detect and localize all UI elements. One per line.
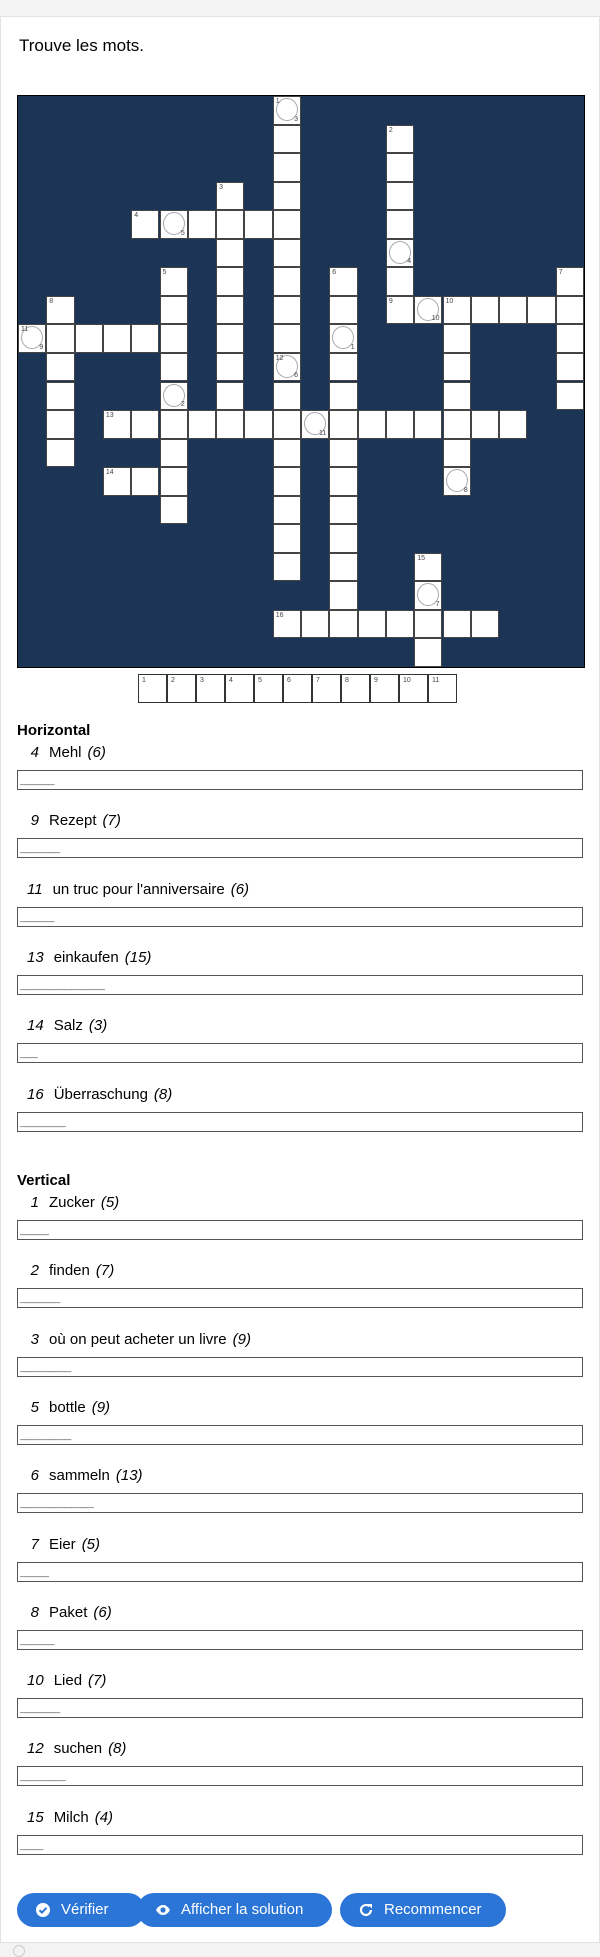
instructions: Trouve les mots. [19,36,145,55]
grid-cell[interactable] [386,210,414,239]
clue-vertical-15 [27,1809,113,1826]
grid-cell[interactable] [131,410,159,439]
clue-number: 1 [30,1194,39,1211]
verify-label: Vérifier [61,1901,109,1918]
grid-cell[interactable] [160,410,188,439]
grid-cell[interactable] [273,153,301,182]
solution-box[interactable] [283,674,312,703]
answer-input[interactable]: ______ [17,1630,583,1650]
answer-input[interactable]: _____ [17,1220,583,1240]
solution-box[interactable] [254,674,283,703]
clue-number: 14 [27,1017,44,1035]
grid-cell[interactable] [46,296,74,325]
answer-input[interactable]: ___ [17,1043,583,1063]
grid-cell[interactable] [386,296,414,325]
grid-cell[interactable] [556,382,584,411]
clue-number: 8 [30,1603,39,1621]
grid-cell[interactable] [273,239,301,268]
grid-cell[interactable] [386,410,414,439]
clue-text: Milch [53,1808,89,1826]
grid-cell[interactable] [443,610,471,639]
clue-vertical-5 [27,1399,110,1416]
grid-cell[interactable] [103,324,131,353]
grid-cell[interactable] [443,353,471,382]
clue-number: 5 [162,269,167,277]
restart-button[interactable] [340,1893,506,1927]
solution-box[interactable] [399,674,428,703]
footer-indicator [13,1945,25,1957]
clue-number: 6 [30,1467,39,1485]
clue-length: (4) [94,1808,114,1826]
solution-box[interactable] [138,674,167,703]
clue-text: Rezept [49,812,97,830]
solution-index: 1 [350,343,355,351]
grid-cell[interactable] [329,581,357,610]
solution-index: 2 [180,401,185,409]
answer-input[interactable]: ________ [17,1766,583,1786]
answer-input[interactable]: _______ [17,838,583,858]
clue-text: Salz [53,1017,83,1035]
grid-cell[interactable] [329,353,357,382]
solution-index: 3 [294,115,298,123]
grid-cell[interactable] [443,382,471,411]
grid-cell[interactable] [443,324,471,353]
clue-number: 7 [558,269,563,277]
show-solution-label: Afficher la solution [181,1901,304,1918]
clue-number: 16 [275,611,284,619]
clue-length: (7) [88,1672,107,1690]
grid-cell[interactable] [329,382,357,411]
clue-length: (8) [108,1740,127,1758]
grid-cell[interactable] [556,324,584,353]
clue-text: sammeln [49,1467,110,1485]
grid-cell[interactable] [273,210,301,239]
clue-number: 14 [105,469,114,477]
solution-box-number: 9 [374,677,378,684]
grid-cell[interactable] [160,439,188,468]
solution-box[interactable] [370,674,399,703]
grid-cell[interactable] [75,324,103,353]
grid-cell[interactable] [131,467,159,496]
solution-box-number: 5 [258,677,262,684]
grid-cell[interactable] [273,125,301,154]
solution-index: 5 [180,229,185,237]
refresh-icon [358,1902,374,1918]
grid-cell[interactable] [103,410,131,439]
answer-input[interactable]: _________ [17,1357,583,1377]
grid-cell[interactable] [329,439,357,468]
grid-cell[interactable] [443,439,471,468]
clue-length: (6) [93,1603,112,1621]
clue-number: 12 [27,1740,44,1758]
clue-number: 15 [417,554,425,562]
grid-cell[interactable] [131,324,159,353]
clue-length: (7) [102,812,121,830]
grid-cell[interactable] [329,410,357,439]
solution-index: 9 [39,343,44,351]
grid-cell[interactable] [244,410,272,439]
clue-number: 16 [27,1085,44,1103]
grid-cell[interactable] [414,581,442,610]
verify-button[interactable] [17,1893,145,1927]
clue-number: 2 [388,126,393,134]
grid-cell[interactable] [386,267,414,296]
grid-cell[interactable] [103,467,131,496]
grid-cell[interactable] [46,324,74,353]
grid-cell[interactable] [471,610,499,639]
clue-text: Überraschung [53,1085,148,1103]
grid-cell[interactable] [386,125,414,154]
clue-length: (6) [87,744,106,761]
clue-number: 3 [219,183,223,191]
grid-cell[interactable] [160,467,188,496]
clue-length: (5) [100,1194,120,1211]
grid-cell[interactable] [273,439,301,468]
clue-number: 15 [27,1808,44,1826]
clue-number: 7 [30,1535,39,1553]
grid-cell[interactable] [386,239,414,268]
solution-index: 11 [319,429,327,437]
clue-length: (8) [153,1085,173,1103]
grid-cell[interactable] [329,553,357,582]
grid-cell[interactable] [443,296,471,325]
solution-index: 10 [431,315,440,323]
clue-text: einkaufen [53,948,119,966]
clue-text: Zucker [49,1194,95,1211]
clue-length: (15) [124,948,152,966]
show-solution-button[interactable] [137,1893,332,1927]
clue-length: (3) [88,1017,108,1035]
grid-cell[interactable] [414,410,442,439]
clue-number: 2 [30,1262,39,1280]
grid-cell[interactable] [386,153,414,182]
clue-horizontal-9 [27,812,121,829]
clue-text: Paket [49,1603,88,1621]
solution-box-number: 4 [229,677,233,684]
clue-vertical-8 [27,1604,112,1621]
clue-text: un truc pour l'anniversaire [52,880,225,898]
grid-cell[interactable] [329,496,357,525]
grid-cell[interactable] [499,410,527,439]
grid-cell[interactable] [273,96,301,125]
answer-input[interactable]: _____ [17,1562,583,1582]
clue-horizontal-14 [27,1017,107,1034]
clue-vertical-7 [27,1536,100,1553]
grid-cell[interactable] [556,267,584,296]
clue-number: 9 [30,812,39,830]
grid-cell[interactable] [386,182,414,211]
clue-length: (5) [81,1535,101,1553]
clue-number: 10 [27,1672,44,1690]
grid-cell[interactable] [273,524,301,553]
solution-box-number: 8 [345,677,349,684]
solution-box-number: 7 [316,677,320,684]
solution-box[interactable] [167,674,196,703]
grid-cell[interactable] [160,324,188,353]
grid-cell[interactable] [414,638,442,667]
answer-input[interactable]: _______ [17,1288,583,1308]
solution-box[interactable] [341,674,370,703]
grid-cell[interactable] [216,267,244,296]
clue-number: 11 [27,880,43,898]
grid-cell[interactable] [556,296,584,325]
clue-text: où on peut acheter un livre [49,1330,227,1348]
grid-cell[interactable] [329,324,357,353]
clue-number: 13 [105,412,114,420]
clue-horizontal-4 [27,744,106,761]
clue-number: 1 [275,98,280,105]
grid-cell[interactable] [18,324,46,353]
clue-vertical-12 [27,1740,126,1757]
solution-index: 6 [294,372,298,380]
clue-text: Lied [53,1672,83,1690]
solution-index: 4 [407,258,412,266]
grid-cell[interactable] [329,610,357,639]
grid-cell[interactable] [273,296,301,325]
grid-cell[interactable] [273,496,301,525]
solution-box[interactable] [312,674,341,703]
clue-number: 11 [21,326,29,334]
grid-cell[interactable] [46,410,74,439]
clue-horizontal-13 [27,949,151,966]
clue-text: finden [49,1262,90,1280]
clue-text: Eier [49,1535,76,1553]
solution-index: 8 [463,486,468,494]
grid-cell[interactable] [46,439,74,468]
grid-cell[interactable] [46,353,74,382]
restart-label: Recommencer [384,1901,482,1918]
grid-cell[interactable] [244,210,272,239]
clue-length: (13) [115,1467,143,1485]
solution-index: 7 [435,600,440,608]
answer-input[interactable]: _________ [17,1425,583,1445]
solution-box-number: 10 [403,677,411,684]
clue-number: 8 [49,297,54,305]
grid-cell[interactable] [329,524,357,553]
solution-box[interactable] [196,674,225,703]
grid-cell[interactable] [46,382,74,411]
solution-box-number: 2 [171,677,175,684]
grid-cell[interactable] [329,267,357,296]
grid-cell[interactable] [556,353,584,382]
grid-cell[interactable] [160,496,188,525]
check-circle-icon [35,1902,51,1918]
grid-cell[interactable] [471,410,499,439]
grid-cell[interactable] [273,410,301,439]
solution-box-number: 3 [200,677,204,684]
clue-text: suchen [53,1740,103,1758]
clue-vertical-6 [27,1467,143,1484]
grid-cell[interactable] [273,553,301,582]
answer-input[interactable]: _______ [17,1698,583,1718]
clue-horizontal-11 [27,881,249,898]
grid-cell[interactable] [358,610,386,639]
grid-cell[interactable] [273,267,301,296]
clue-number: 13 [27,948,44,966]
grid-cell[interactable] [301,610,329,639]
clue-length: (9) [91,1398,111,1416]
clue-vertical-10 [27,1672,106,1689]
grid-cell[interactable] [160,267,188,296]
grid-cell[interactable] [386,610,414,639]
grid-cell[interactable] [160,210,188,239]
grid-cell[interactable] [160,382,188,411]
grid-cell[interactable] [443,467,471,496]
grid-cell[interactable] [414,553,442,582]
solution-box[interactable] [225,674,254,703]
grid-cell[interactable] [273,182,301,211]
answer-input[interactable]: _______________ [17,975,583,995]
grid-cell[interactable] [471,296,499,325]
grid-cell[interactable] [301,410,329,439]
section-heading-vertical: Vertical [17,1172,71,1189]
grid-cell[interactable] [216,296,244,325]
grid-cell[interactable] [273,467,301,496]
clue-horizontal-16 [27,1086,172,1103]
clue-number: 4 [30,744,39,761]
grid-cell[interactable] [329,296,357,325]
grid-cell[interactable] [188,410,216,439]
grid-cell[interactable] [414,610,442,639]
clue-vertical-2 [27,1262,114,1279]
grid-cell[interactable] [443,410,471,439]
solution-box[interactable] [428,674,457,703]
grid-cell[interactable] [329,467,357,496]
grid-cell[interactable] [527,296,555,325]
clue-number: 3 [30,1330,39,1348]
clue-number: 5 [30,1398,39,1416]
grid-cell[interactable] [273,610,301,639]
grid-cell[interactable] [216,353,244,382]
grid-cell[interactable] [273,324,301,353]
grid-cell[interactable] [499,296,527,325]
grid-cell[interactable] [131,210,159,239]
grid-cell[interactable] [160,353,188,382]
grid-cell[interactable] [160,296,188,325]
answer-input[interactable]: ______ [17,770,583,790]
clue-number: 6 [332,269,337,277]
grid-cell[interactable] [216,182,244,211]
clue-number: 10 [445,297,454,305]
clue-number: 12 [275,354,284,362]
grid-cell[interactable] [188,210,216,239]
crossword-grid [17,95,585,668]
solution-box-number: 1 [142,677,146,684]
answer-input[interactable]: ______ [17,907,583,927]
grid-cell[interactable] [216,210,244,239]
grid-cell[interactable] [273,382,301,411]
eye-icon [155,1902,171,1918]
clue-text: bottle [49,1398,86,1416]
solution-box-number: 11 [432,677,440,684]
clue-number: 4 [134,212,139,220]
clue-vertical-3 [27,1331,251,1348]
solution-box-number: 6 [287,677,291,684]
clue-vertical-1 [27,1194,119,1211]
clue-number: 9 [388,297,393,305]
clue-text: Mehl [49,744,82,761]
answer-input[interactable]: ________ [17,1112,583,1132]
clue-length: (9) [232,1330,251,1348]
grid-cell[interactable] [216,410,244,439]
section-heading-horizontal: Horizontal [17,722,91,739]
answer-input[interactable]: _____________ [17,1493,583,1513]
grid-cell[interactable] [358,410,386,439]
clue-length: (6) [230,880,250,898]
grid-cell[interactable] [216,382,244,411]
grid-cell[interactable] [273,353,301,382]
grid-cell[interactable] [414,296,442,325]
grid-cell[interactable] [216,324,244,353]
grid-cell[interactable] [216,239,244,268]
answer-input[interactable]: ____ [17,1835,583,1855]
clue-length: (7) [95,1262,115,1280]
